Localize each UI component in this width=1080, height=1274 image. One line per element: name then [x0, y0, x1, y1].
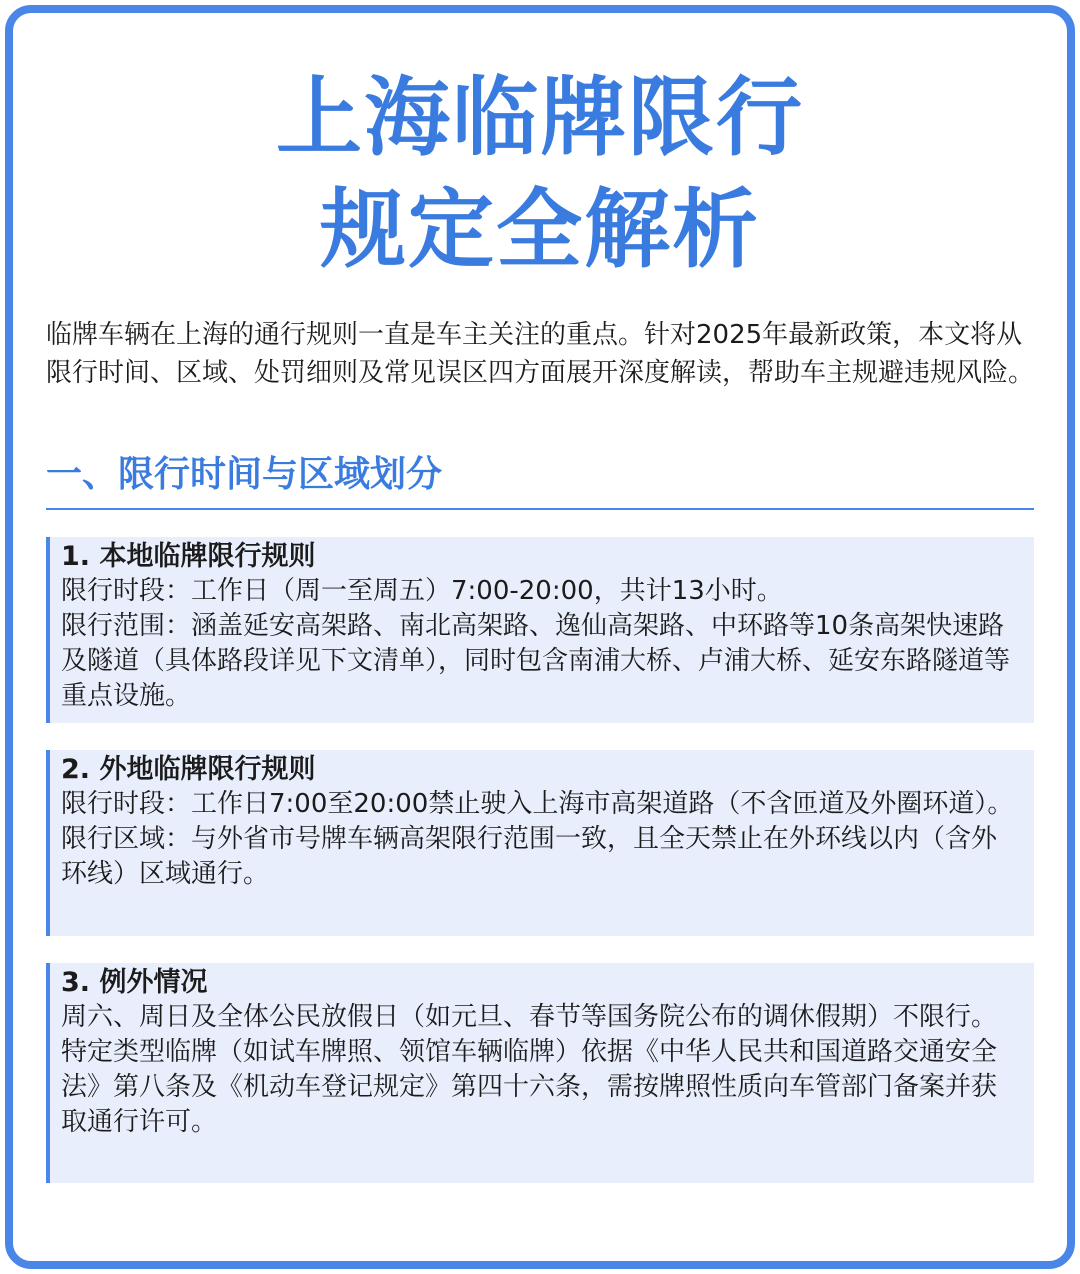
rule-card-local — [46, 537, 1034, 723]
page-title-line-1: 上海临牌限行 — [276, 68, 804, 168]
page-title-line-2: 规定全解析 — [320, 180, 760, 280]
section-divider — [46, 508, 1034, 510]
card-paragraph: 限行范围：涵盖延安高架路、南北高架路、逸仙高架路、中环路等10条高架快速路及隧道（具体路段详见下文清单），同时包含南浦大桥、卢浦大桥、延安东路隧道等重点设施。 — [61, 611, 1011, 711]
rule-card-nonlocal — [46, 750, 1034, 936]
intro-paragraph: 临牌车辆在上海的通行规则一直是车主关注的重点。针对2025年最新政策，本文将从限行时间、区域、处罚细则及常见误区四方面展开深度解读，帮助车主规避违规风险。 — [46, 320, 1035, 388]
card-title: 3. 例外情况 — [61, 967, 208, 998]
card-paragraph: 特定类型临牌（如试车牌照、领馆车辆临牌）依据《中华人民共和国道路交通安全法》第八条及《机动车登记规定》第四十六条，需按牌照性质向车管部门备案并获取通行许可。 — [61, 1037, 998, 1137]
card-paragraph: 限行区域：与外省市号牌车辆高架限行范围一致，且全天禁止在外环线以内（含外环线）区域通行。 — [61, 824, 998, 889]
card-title: 2. 外地临牌限行规则 — [61, 754, 316, 785]
card-paragraph: 限行时段：工作日（周一至周五）7:00-20:00，共计13小时。 — [61, 576, 783, 606]
section-heading: 一、限行时间与区域划分 — [46, 454, 443, 495]
card-paragraph: 周六、周日及全体公民放假日（如元旦、春节等国务院公布的调休假期）不限行。 — [61, 1002, 998, 1032]
rule-card-exceptions — [46, 963, 1034, 1183]
card-paragraph: 限行时段：工作日7:00至20:00禁止驶入上海市高架道路（不含匝道及外圈环道）。 — [61, 789, 1014, 819]
card-title: 1. 本地临牌限行规则 — [61, 541, 316, 572]
